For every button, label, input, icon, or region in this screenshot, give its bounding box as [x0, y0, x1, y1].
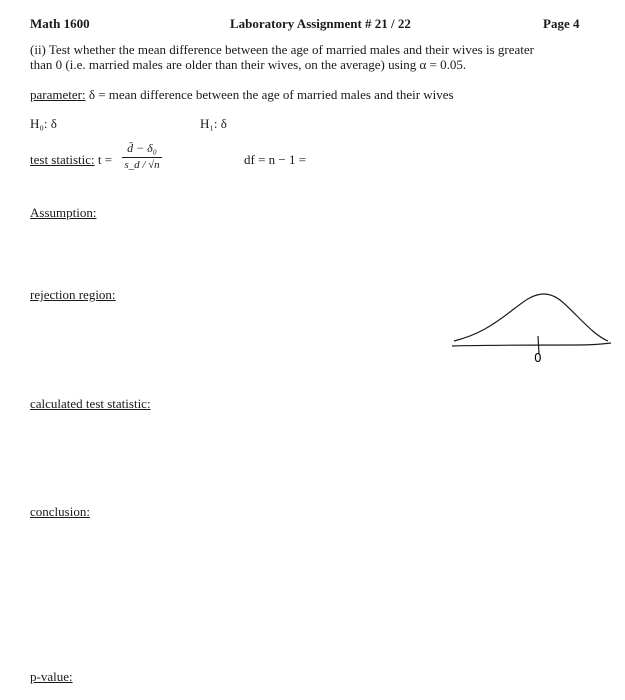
test-statistic-row: [30, 152, 112, 168]
t-equals: t =: [97, 152, 113, 167]
alternative-hypothesis: H₁: δ: [200, 116, 227, 131]
assumption-label: Assumption:: [30, 205, 97, 220]
t-distribution-sketch: [448, 285, 613, 365]
null-hypothesis: H₀: δ: [30, 116, 57, 131]
fraction-bar: [122, 157, 162, 158]
p-value-label: p-value:: [30, 669, 73, 684]
sketch-zero-label: 0: [534, 351, 542, 365]
calculated-test-statistic-label: calculated test statistic:: [30, 396, 151, 411]
sketch-axis: [452, 343, 611, 346]
test-statistic-fraction: [122, 141, 162, 171]
page-number: Page 4: [543, 16, 580, 31]
parameter-label: parameter:: [30, 87, 86, 102]
rejection-region-label: rejection region:: [30, 287, 116, 302]
degrees-of-freedom: df = n − 1 =: [244, 152, 307, 167]
assignment-title: Laboratory Assignment # 21 / 22: [230, 16, 411, 31]
parameter-text: δ = mean difference between the age of married males and their wives: [88, 87, 454, 102]
sketch-curve: [454, 294, 608, 341]
question-line-1: (ii) Test whether the mean difference between the age of married males and their wives is greater: [30, 42, 534, 57]
fraction-numerator: d̄ − δ₀: [127, 141, 157, 155]
course-title: Math 1600: [30, 16, 90, 31]
fraction-denominator: s_d / √n: [124, 159, 160, 171]
test-statistic-label: test statistic:: [30, 152, 95, 167]
question-line-2: than 0 (i.e. married males are older than their wives, on the average) using α = 0.05.: [30, 57, 467, 72]
parameter-row: [30, 87, 454, 103]
conclusion-label: conclusion:: [30, 504, 90, 519]
